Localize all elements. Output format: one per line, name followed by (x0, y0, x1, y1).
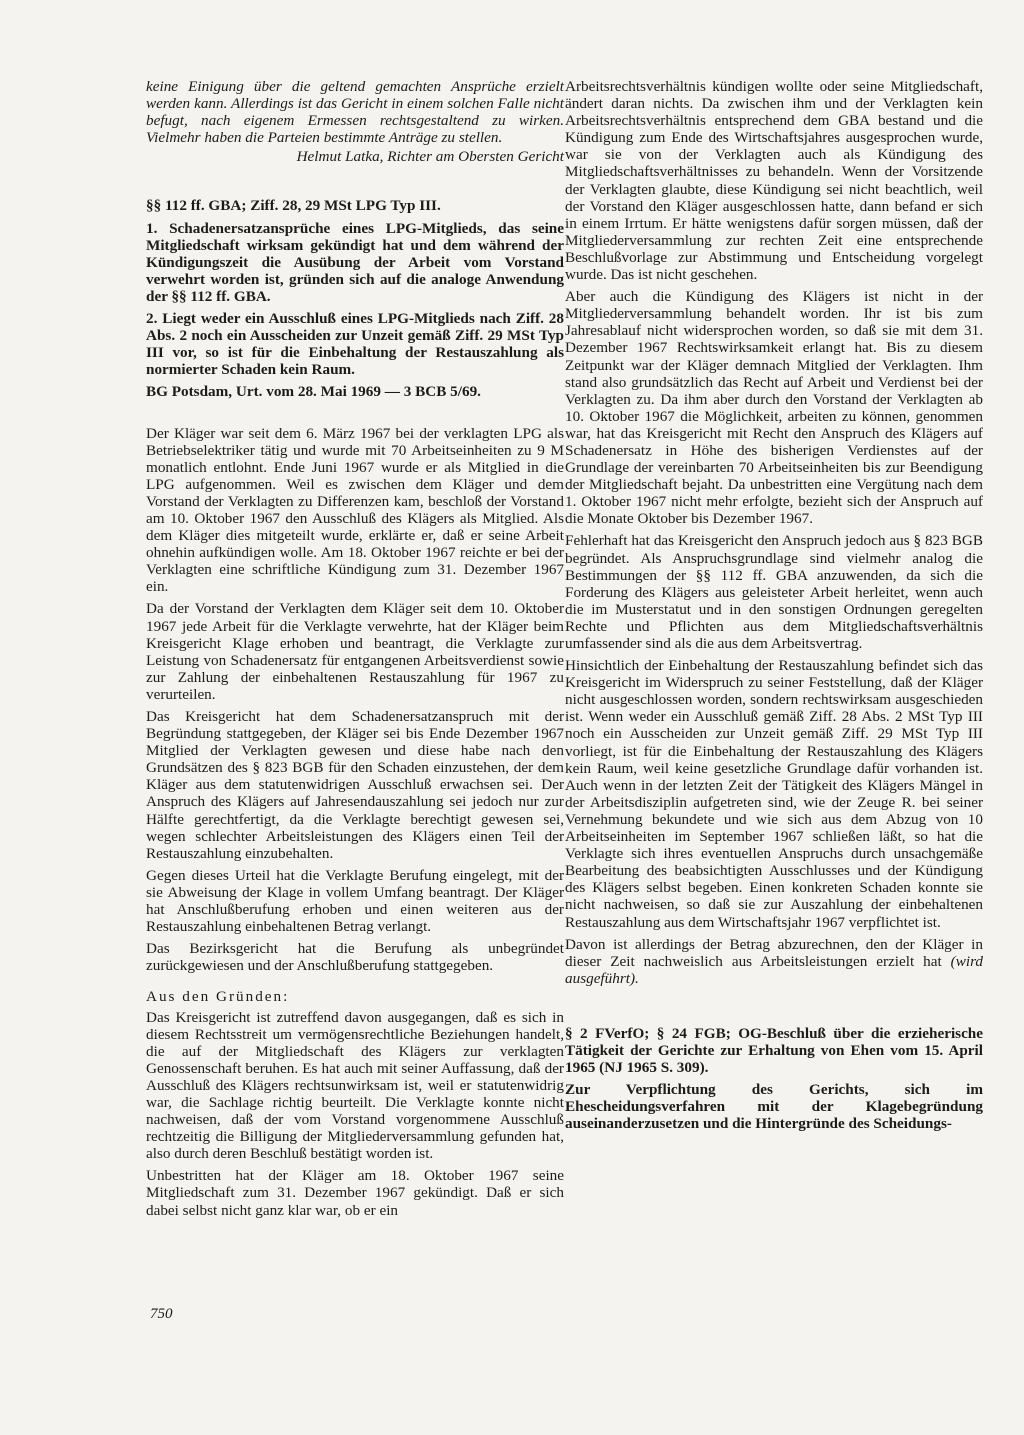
next-case-headnote: Zur Verpflichtung des Gerichts, sich im Ehescheidungsverfahren mit der Klagebegründung auseinanderzusetzen und die Hintergründe des Scheidungs- (565, 1081, 983, 1133)
body-paragraph: Fehlerhaft hat das Kreisgericht den Anspruch jedoch aus § 823 BGB begründet. Als Anspruchsgrundlage sind vielmehr analog die Bestimmungen der §§ 112 ff. GBA anzuwenden, da sich die Forderung des Klägers aus geleisteter Arbeit herleitet, wenn auch die im Musterstatut und in den sonstigen Ordnungen geregelten Rechte und Pflichten aus dem Mitgliedschaftsverhältnis umfassender sind als die aus dem Arbeitsvertrag. (565, 532, 983, 652)
case-heading: §§ 112 ff. GBA; Ziff. 28, 29 MSt LPG Typ III. (146, 197, 441, 215)
body-paragraph: Aber auch die Kündigung des Klägers ist nicht in der Mitgliederversammlung behandelt worden. Ihr ist bis zum Jahresablauf nicht widersprochen worden, so daß sie mit dem 31. Dezember 1967 Rechtswirksamkeit erlangt hat. Bis zu diesem Zeitpunkt war der Kläger demnach Mitglied der Verklagten. Ihm stand also grundsätzlich das Recht auf Arbeit und Verdienst bei der Verklagten zu. Da ihm aber durch den Vorstand der Verklagten ab 10. Oktober 1967 die Möglichkeit, arbeiten zu können, genommen war, hat das Kreisgericht mit Recht den Anspruch des Klägers auf Schadenersatz in Höhe des bisherigen Verdienstes auf der Grundlage der vereinbarten 70 Arbeitseinheiten bis zur Beendigung der Mitgliedschaft bejaht. Da unbestritten eine Vergütung nach dem 1. Oktober 1967 nicht mehr erfolgte, bezieht sich der Anspruch auf die Monate Oktober bis Dezember 1967. (565, 288, 983, 528)
body-paragraph (565, 936, 983, 987)
body-paragraph: Das Bezirksgericht hat die Berufung als unbegründet zurückgewiesen und der Anschlußberufung stattgegeben. (146, 940, 564, 975)
left-column (146, 78, 564, 1219)
body-paragraph: Arbeitsrechtsverhältnis kündigen wollte oder seine Mitgliedschaft, ändert daran nichts. Da zwischen ihm und der Verklagten kein Arbeitsrechtsverhältnis entsprechend dem GBA bestand und die Kündigung zum Ende des Wirtschaftsjahres ausgesprochen wurde, war sie von der Verklagten auch als Kündigung des Mitgliedschaftsverhältnisses zu behandeln. Wenn der Vorsitzende der Verklagten glaubte, diese Kündigung sei nicht beachtlich, weil der Vorstand den Kläger ausgeschlossen hatte, dann befand er sich in einem Irrtum. Er hätte wenigstens dafür sorgen müssen, daß der Mitgliederversammlung zur rechten Zeit eine entsprechende Beschlußvorlage zur Abstimmung und Entscheidung vorgelegt wurde. Das ist nicht geschehen. (565, 78, 983, 284)
body-paragraph: Hinsichtlich der Einbehaltung der Restauszahlung befindet sich das Kreisgericht im Widerspruch zu seiner Feststellung, daß der Kläger nicht ausgeschlossen worden, sondern rechtswirksam ausgeschieden ist. Wenn weder ein Ausschluß gemäß Ziff. 28 Abs. 2 MSt Typ III noch ein Ausscheiden zur Unzeit gemäß Ziff. 29 MSt Typ III vorliegt, ist für die Einbehaltung der Restauszahlung des Klägers kein Raum, weil keine gesetzliche Grundlage dafür vorhanden ist. Auch wenn in der letzten Zeit der Tätigkeit des Klägers Mängel in der Arbeitsdisziplin aufgetreten sind, wie der Zeuge R. bei seiner Vernehmung bekundete und wie sich aus dem Abzug von 10 Arbeitseinheiten im September 1967 schließen läßt, so hat die Verklagte sich ihres eventuellen Anspruchs durch unsachgemäße Bearbeitung des beabsichtigten Ausschlusses und der Kündigung des Klägers selbst begeben. Einen konkreten Schaden konnte sie nicht nachweisen, so daß sie zur Auszahlung der einbehaltenen Restauszahlung aus dem Wirtschaftsjahr 1967 verpflichtet ist. (565, 657, 983, 931)
headnote-1: 1. Schadenersatzansprüche eines LPG-Mitglieds, das seine Mitgliedschaft wirksam gekündigt hat und dem während der Kündigungszeit die Ausübung der Arbeit vom Vorstand verwehrt worden ist, gründen sich auf die analoge Anwendung der §§ 112 ff. GBA. (146, 219, 564, 305)
court-reference: BG Potsdam, Urt. vom 28. Mai 1969 — 3 BCB 5/69. (146, 383, 481, 401)
paragraph-note: (wird ausgeführt). (565, 952, 984, 987)
next-case-heading: § 2 FVerfO; § 24 FGB; OG-Beschluß über die erzieherische Tätigkeit der Gerichte zur Erhaltung von Ehen vom 15. April 1965 (NJ 1965 S. 309). (565, 1024, 983, 1077)
page-number: 750 (150, 1306, 173, 1322)
paragraph-text: Davon ist allerdings der Betrag abzurechnen, den der Kläger in dieser Zeit nachweislich aus Arbeitsleistungen erzielt hat (565, 935, 983, 970)
body-paragraph: Das Kreisgericht ist zutreffend davon ausgegangen, daß es sich in diesem Rechtsstreit um vermögensrechtliche Beziehungen handelt, die auf der Mitgliedschaft des Klägers zur verklagten Genossenschaft beruhen. Es hat auch mit seiner Auffassung, daß der Ausschluß des Klägers rechtsunwirksam ist, weil er statutenwidrig war, die Sachlage richtig beurteilt. Die Verklagte konnte nicht nachweisen, daß der vom Vorstand vorgenommene Ausschluß rechtzeitig die Billigung der Mitgliederversammlung gefunden hat, also durch deren Beschluß bestätigt worden ist. (146, 1008, 564, 1163)
author-byline: Helmut Latka, Richter am Obersten Gericht (296, 148, 564, 166)
body-paragraph: Der Kläger war seit dem 6. März 1967 bei der verklagten LPG als Betriebselektriker tätig und wurde mit 70 Arbeitseinheiten zu 9 M monatlich entlohnt. Ende Juni 1967 wurde er als Mitglied in die LPG aufgenommen. Weil es zwischen dem Kläger und dem Vorstand der Verklagten zu Differenzen kam, beschloß der Vorstand am 10. Oktober 1967 den Ausschluß des Klägers als Mitglied. Als dem Kläger dies mitgeteilt wurde, erklärte er, daß er seine Arbeit ohnehin aufkündigen wolle. Am 18. Oktober 1967 reichte er bei der Verklagten eine schriftliche Kündigung zum 31. Dezember 1967 ein. (146, 424, 564, 596)
intro-text: keine Einigung über die geltend gemachten Ansprüche erzielt werden kann. Allerdings ist das Gericht in einem solchen Falle nicht befugt, nach eigenem Ermessen rechtsgestaltend zu wirken. Vielmehr haben die Parteien bestimmte Anträge zu stellen. (146, 78, 564, 147)
body-paragraph: Unbestritten hat der Kläger am 18. Oktober 1967 seine Mitgliedschaft zum 31. Dezember 1967 gekündigt. Daß er sich dabei selbst nicht ganz klar war, ob er ein (146, 1167, 564, 1219)
right-column (565, 78, 983, 1132)
grounds-heading: Aus den Gründen: (146, 988, 290, 1006)
body-paragraph: Gegen dieses Urteil hat die Verklagte Berufung eingelegt, mit der sie Abweisung der Klage in vollem Umfang beantragt. Der Kläger hat Anschlußberufung erhoben und einen weiteren aus der Restauszahlung einbehaltenen Betrag verlangt. (146, 866, 564, 936)
headnote-2: 2. Liegt weder ein Ausschluß eines LPG-Mitglieds nach Ziff. 28 Abs. 2 noch ein Ausscheiden zur Unzeit gemäß Ziff. 29 MSt Typ III vor, so ist für die Einbehaltung der Restauszahlung als normierter Schaden kein Raum. (146, 310, 564, 379)
body-paragraph: Das Kreisgericht hat dem Schadenersatzanspruch mit der Begründung stattgegeben, der Kläger sei bis Ende Dezember 1967 Mitglied der Verklagten gewesen und diese habe nach den Grundsätzen des § 823 BGB für den Schaden einzustehen, der dem Kläger aus dem statutenwidrigen Ausschluß erwachsen sei. Der Anspruch des Klägers auf Jahresendauszahlung sei jedoch nur zur Hälfte gerechtfertigt, da die Verklagte berechtigt gewesen sei, wegen schlechter Arbeitsleistungen des Klägers einen Teil der Restauszahlung einzubehalten. (146, 708, 564, 862)
body-paragraph: Da der Vorstand der Verklagten dem Kläger seit dem 10. Oktober 1967 jede Arbeit für die Verklagte verwehrte, hat der Kläger beim Kreisgericht Klage erhoben und beantragt, die Verklagte zur Leistung von Schadenersatz für entgangenen Arbeitsverdienst sowie zur Zahlung der einbehaltenen Restauszahlung für 1967 zu verurteilen. (146, 600, 564, 703)
